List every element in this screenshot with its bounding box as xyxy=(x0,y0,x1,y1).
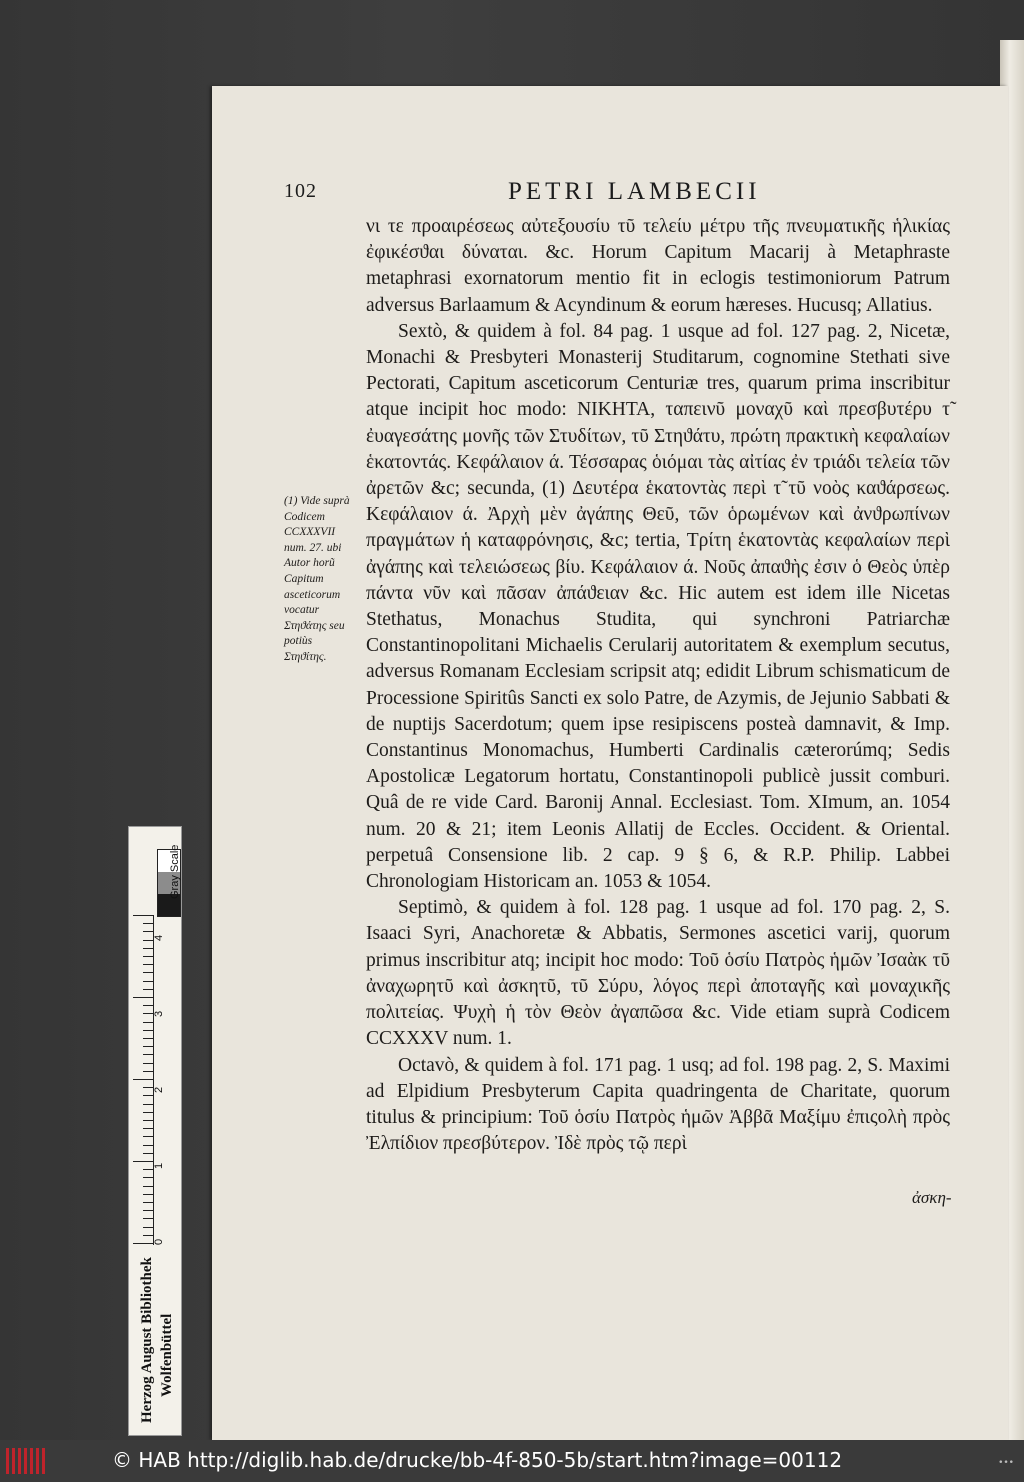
ruler-tick xyxy=(143,1227,153,1228)
ruler-tick xyxy=(143,1153,153,1154)
ruler-tick xyxy=(143,1120,153,1121)
running-head xyxy=(284,180,984,210)
paragraph: Septimò, & quidem à fol. 128 pag. 1 usque ad fol. 170 pag. 2, S. Isaaci Syri, Anachoretæ & Abbatis, Sermones ascetici varij, quorum primus inscribitur atq; incipit hoc modo: Τοῦ ὁσίυ Πατρὸς ἡμῶν Ἰσαὰκ τῦ ἀναχωρητῦ καὶ ἀσκητῦ, τῦ Σύρυ, λόγος περὶ ἀποταγῆς καὶ μοναχικῆς πολιτείας. Ψυχὴ ἡ τὸν Θεὸν ἀγαπῶσα &c. Vide etiam suprà Codicem CCXXXV num. 1. xyxy=(366,897,950,1050)
ruler-tick xyxy=(143,1169,153,1170)
ruler-tick xyxy=(143,981,153,982)
margin-note: (1) Vide suprà Codicem CCXXXVII num. 27. ubi Autor horũ Capitum asceticorum vocatur Στηϑάτης seu potiùs Στηϑίτης. xyxy=(284,495,350,663)
ruler-tick xyxy=(143,1194,153,1195)
ruler-tick xyxy=(143,1202,153,1203)
running-title: PETRI LAMBECII xyxy=(508,178,761,205)
gray-scale-ruler xyxy=(128,826,182,1436)
ruler-number: 2 xyxy=(153,1086,165,1093)
ruler-tick xyxy=(143,972,153,973)
ruler-tick xyxy=(143,1235,153,1236)
ruler-tick xyxy=(133,1079,153,1080)
ruler-tick xyxy=(143,1063,153,1064)
ruler-tick xyxy=(143,1054,153,1055)
ruler-number: 1 xyxy=(153,1162,165,1169)
catchword: ἀσκη- xyxy=(912,1188,952,1207)
library-name: Herzog August Bibliothek xyxy=(139,1257,155,1423)
ruler-tick xyxy=(143,1145,153,1146)
ruler-tick xyxy=(143,940,153,941)
ruler-tick xyxy=(143,964,153,965)
ruler-tick xyxy=(143,956,153,957)
ruler-tick xyxy=(143,1022,153,1023)
paragraph: νι τε προαιρέσεως αὐτεξουσίυ τῦ τελείυ μέτρυ τῆς πνευματικῆς ἡλικίας ἐφικέσϑαι δύναται. &c. Horum Capitum Macarij à Metaphraste metaphrasi exornatorum mentio fit in eclogis testimoniorum Patrum adversus Barlaamum & Acyndinum & eorum hæreses. Hucusq; Allatius. xyxy=(366,216,950,316)
footer-url-link[interactable]: © HAB http://diglib.hab.de/drucke/bb-4f-850-5b/start.htm?image=00112 xyxy=(112,1448,843,1472)
ruler-tick xyxy=(143,1005,153,1006)
body-text xyxy=(366,214,950,1157)
ruler-tick xyxy=(143,989,153,990)
paragraph: Octavò, & quidem à fol. 171 pag. 1 usq; ad fol. 198 pag. 2, S. Maximi ad Elpidium Presbyterum Capita quadringenta de Charitate, quorum titulus & principium: Τοῦ ὁσίυ Πατρὸς ἡμῶν Ἀββᾶ Μαξίμυ ἐπιςολὴ πρὸς Ἐλπίδιον πρεσβύτερον. Ἰδὲ πρὸς τῷ περὶ xyxy=(366,1054,950,1155)
ruler-tick xyxy=(143,1087,153,1088)
ruler-number: 3 xyxy=(153,1010,165,1017)
ruler-tick xyxy=(143,1071,153,1072)
footer-dots: ••• xyxy=(998,1458,1014,1468)
ruler-number: 0 xyxy=(153,1238,165,1245)
footer-bar xyxy=(0,1440,1024,1482)
ruler-tick xyxy=(143,1210,153,1211)
ruler-tick xyxy=(143,1038,153,1039)
ruler-tick xyxy=(143,1136,153,1137)
ruler-number: 4 xyxy=(153,934,165,941)
ruler-tick xyxy=(143,1030,153,1031)
ruler-tick xyxy=(143,1095,153,1096)
ruler-tick xyxy=(143,1046,153,1047)
ruler-tick xyxy=(143,1177,153,1178)
ruler-tick xyxy=(143,931,153,932)
ruler-tick xyxy=(133,997,153,998)
paragraph: Sextò, & quidem à fol. 84 pag. 1 usque ad fol. 127 pag. 2, Nicetæ, Monachi & Presbyteri Monasterij Studitarum, cognomine Stethati sive Pectorati, Capitum asceticorum Centuriæ tres, quarum prima inscribitur atque incipit hoc modo: ΝΙΚΗΤΑ, ταπεινῦ μοναχῦ καὶ πρεσβυτέρυ τ̃ ἐυαγεσάτης μονῆς τῶν Στυδίτων, τῦ Στηϑάτυ, πρώτη πρακτικὴ κεφαλαίων ἑκατοντάς. Κεφάλαιον ά. Τέσσαρας ὁιόμαι τὰς αἰτίας ἐν τριάδι τελεία τῶν ἀρετῶν &c; secunda, (1) Δευτέρα ἑκατοντὰς περὶ τ̃ τῦ νοὸς καϑάρσεως. Κεφάλαιον ά. Ἀρχὴ μὲν ἀγάπης Θεῦ, τῶν ὁρωμένων καὶ ἀνϑρωπίνων πραγμάτων ἡ καταφρόνησις, &c; tertia, Τρίτη ἑκατοντὰς κεφαλαίων περὶ ἀγάπης καὶ τελειώσεως βίυ. Κεφάλαιον ά. Νοῦς ἀπαϑὴς ἐσιν ὁ Θεὸς ὑπὲρ πάντα νῦν καὶ πᾶσαν ἀπάϑειαν &c. Hic autem est idem ille Nicetas Stethatus, Monachus Studita, qui synchroni Patriarchæ Constantinopolitani Michaelis Cerularij autoritatem & exemplum secutus, adversus Romanam Ecclesiam scripsit atq; edidit Librum schismaticum de Processione Spiritûs Sancti ex solo Patre, de Azymis, de Jejunio Sabbati & de nuptijs Sacerdotum; quem ipse resipiscens posteà damnavit, & Imp. Constantinus Monomachus, Humberti Cardinalis cæterorúmq; Sedis Apostolicæ Legatorum hortatu, Constantinopoli publicè jussit comburi. Quâ de re vide Card. Baronij Annal. Ecclesiast. Tom. XImum, an. 1054 num. 20 & 21; item Leonis Allatij de Eccles. Occident. & Oriental. perpetuâ Consensione lib. 2 cap. 9 § 6, & R.P. Philip. Labbei Chronologiam Historicam an. 1053 & 1054. xyxy=(366,320,950,893)
ruler-tick xyxy=(143,1112,153,1113)
ruler-tick xyxy=(143,948,153,949)
ruler-tick xyxy=(133,1243,153,1244)
ruler-tick xyxy=(133,915,153,916)
ruler-tick xyxy=(143,1104,153,1105)
library-city: Wolfenbüttel xyxy=(159,1313,175,1397)
hab-logo-icon xyxy=(6,1448,46,1474)
ruler-tick xyxy=(143,1186,153,1187)
ruler-tick xyxy=(143,1218,153,1219)
cm-ruler xyxy=(131,915,154,1245)
ruler-tick xyxy=(133,1161,153,1162)
page-number: 102 xyxy=(284,180,317,202)
ruler-tick xyxy=(143,1013,153,1014)
ruler-tick xyxy=(143,923,153,924)
gray-scale-label: Gray Scale xyxy=(169,844,181,899)
ruler-tick xyxy=(143,1128,153,1129)
